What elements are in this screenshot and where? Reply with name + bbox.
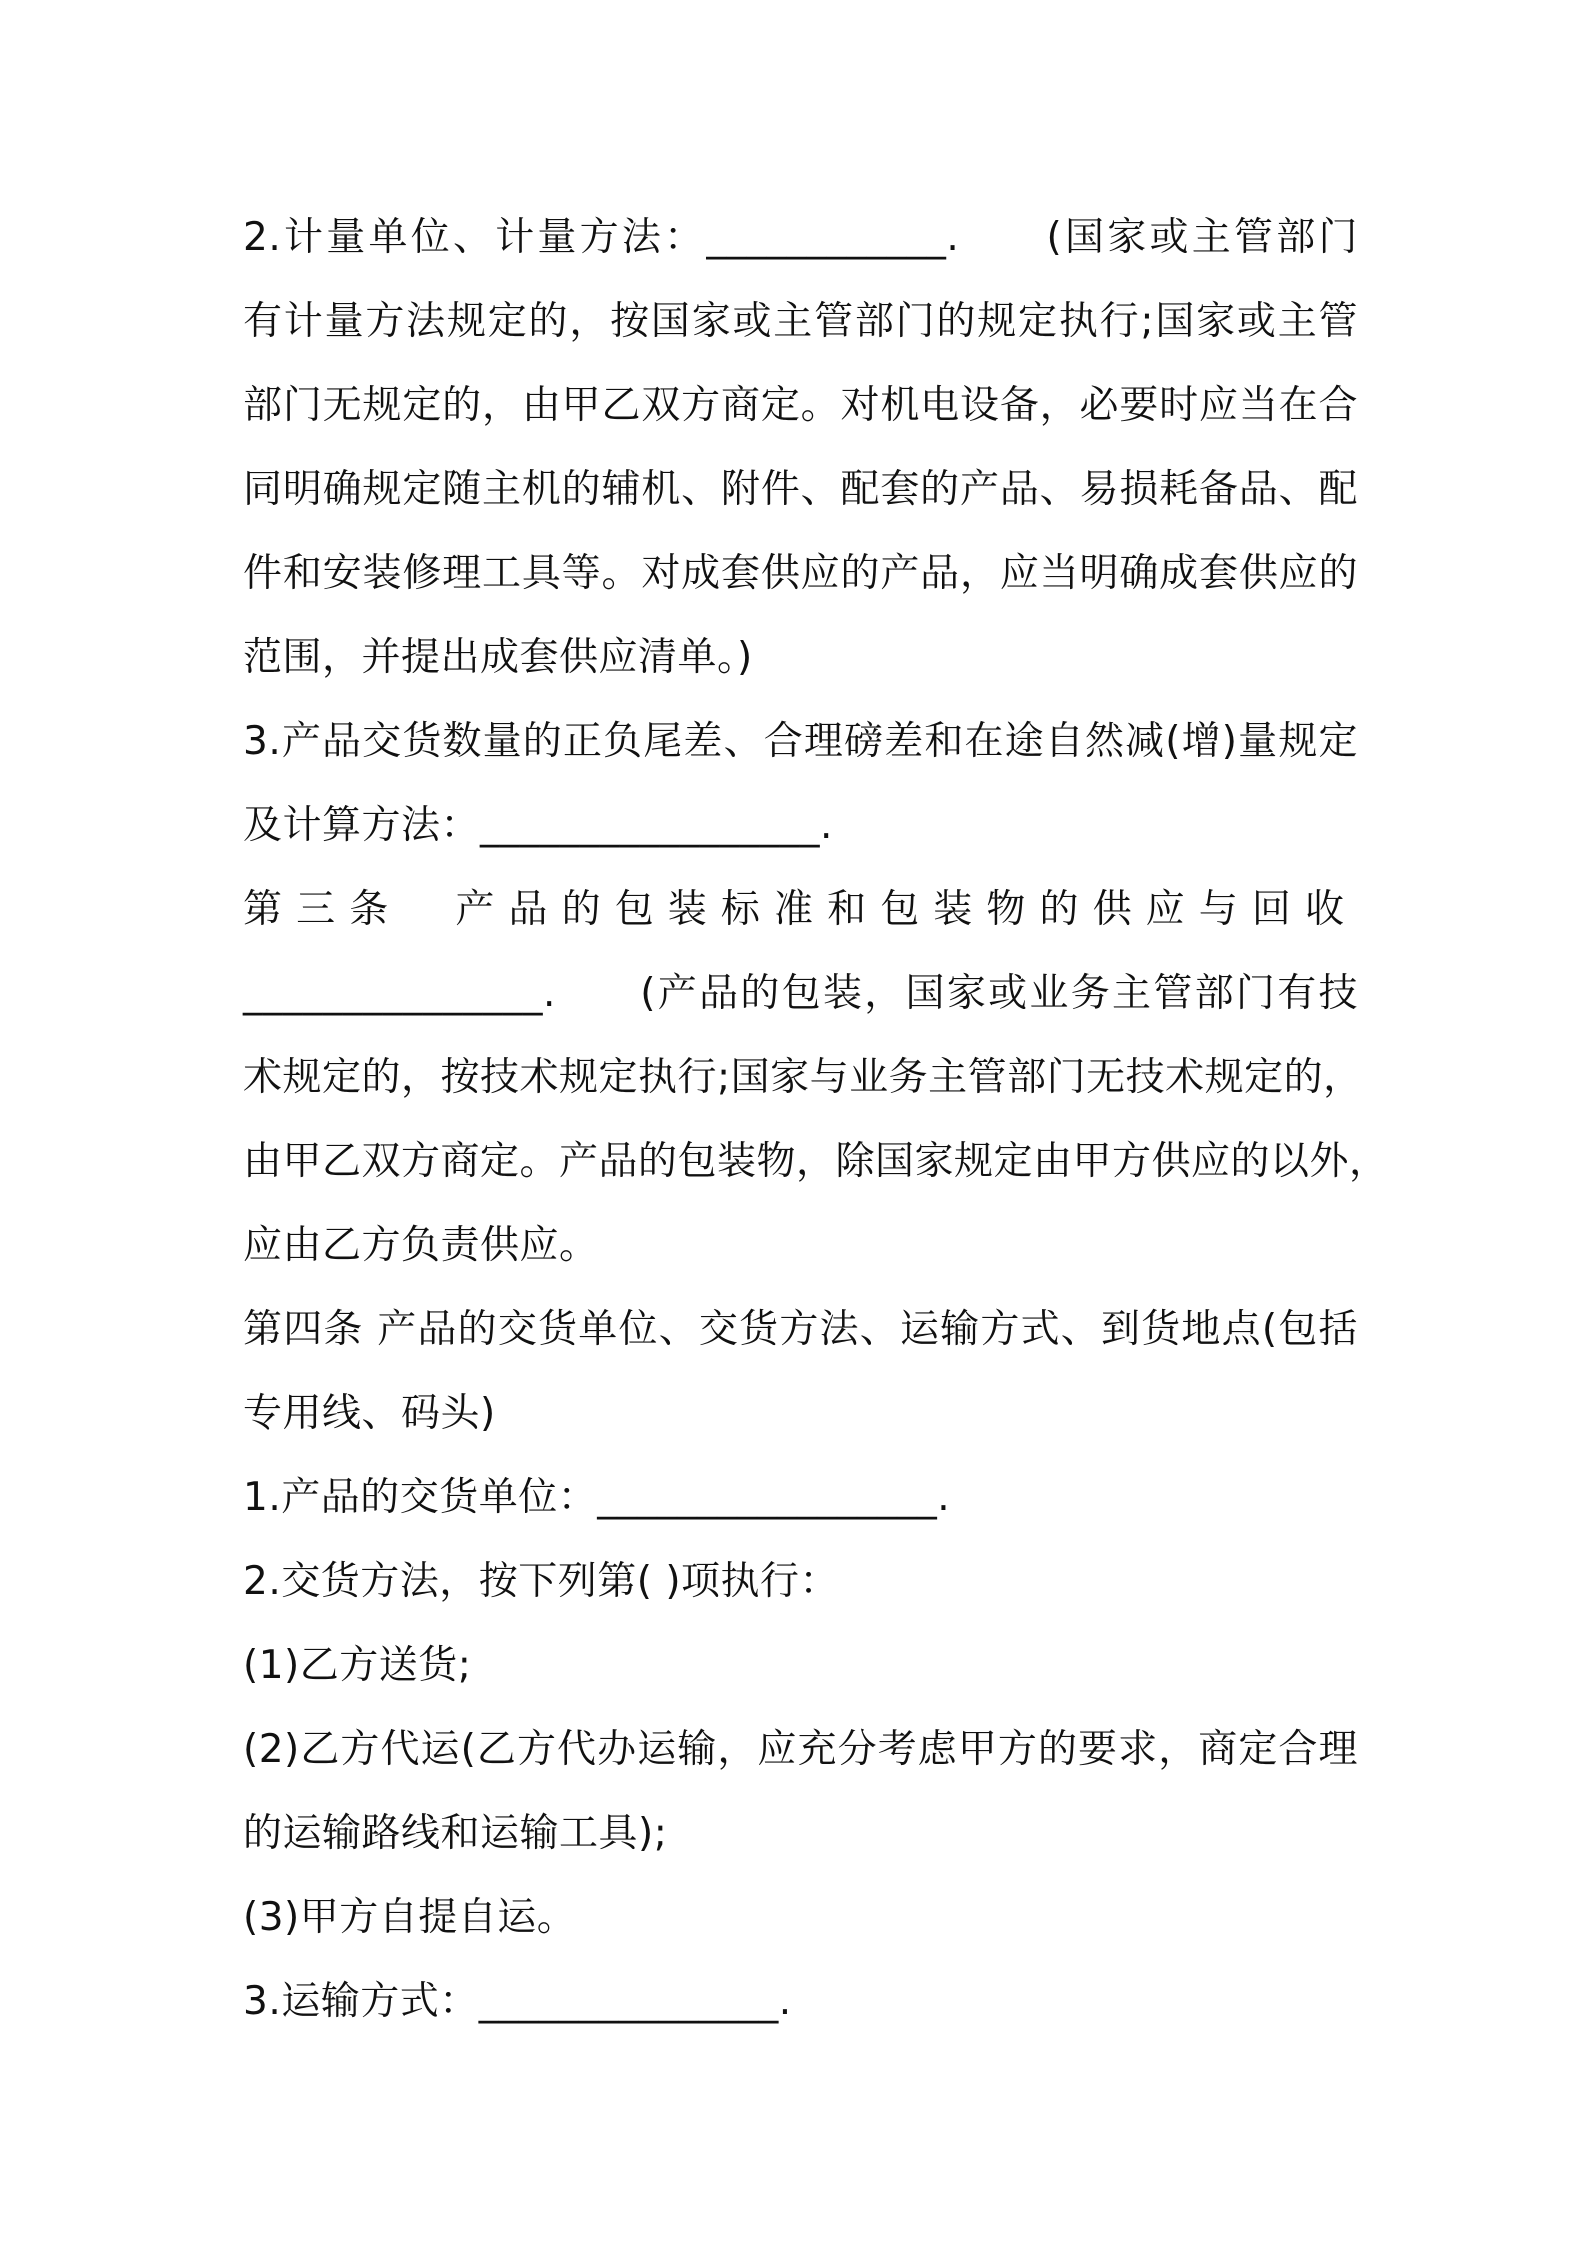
section-heading-article-3: 第三条 产品的包装标准和包装物的供应与回收 — [243, 887, 1358, 932]
text-line: 1.产品的交货单位：_________________. — [243, 1475, 951, 1520]
text-line: 2.交货方法，按下列第( )项执行： — [243, 1559, 840, 1604]
text-line: 部门无规定的，由甲乙双方商定。对机电设备，必要时应当在合 — [243, 383, 1358, 428]
text-line: 及计算方法：_________________. — [243, 803, 833, 848]
text-line: (3)甲方自提自运。 — [243, 1895, 577, 1940]
text-line: 3.产品交货数量的正负尾差、合理磅差和在途自然减(增)量规定 — [243, 719, 1358, 764]
text-line: 同明确规定随主机的辅机、附件、配套的产品、易损耗备品、配 — [243, 467, 1358, 512]
text-line: 件和安装修理工具等。对成套供应的产品，应当明确成套供应的 — [243, 551, 1358, 596]
text-line: 由甲乙双方商定。产品的包装物，除国家规定由甲方供应的以外， — [243, 1139, 1389, 1184]
text-line: 应由乙方负责供应。 — [243, 1223, 599, 1268]
text-line: 的运输路线和运输工具); — [243, 1811, 668, 1856]
text-line: 术规定的，按技术规定执行;国家与业务主管部门无技术规定的， — [243, 1055, 1363, 1100]
text-line: 范围，并提出成套供应清单。) — [243, 635, 753, 680]
text-line: (2)乙方代运(乙方代办运输，应充分考虑甲方的要求，商定合理 — [243, 1727, 1358, 1772]
text-line: 2.计量单位、计量方法：____________. (国家或主管部门 — [243, 215, 1358, 260]
text-line: 专用线、码头) — [243, 1391, 496, 1436]
document-body — [243, 196, 1389, 2044]
text-line: 有计量方法规定的，按国家或主管部门的规定执行;国家或主管 — [243, 299, 1358, 344]
text-line: _______________. (产品的包装，国家或业务主管部门有技 — [243, 971, 1358, 1016]
text-line: (1)乙方送货; — [243, 1643, 472, 1688]
text-line: 3.运输方式：_______________. — [243, 1979, 792, 2024]
section-heading-article-4: 第四条 产品的交货单位、交货方法、运输方式、到货地点(包括 — [243, 1307, 1358, 1352]
